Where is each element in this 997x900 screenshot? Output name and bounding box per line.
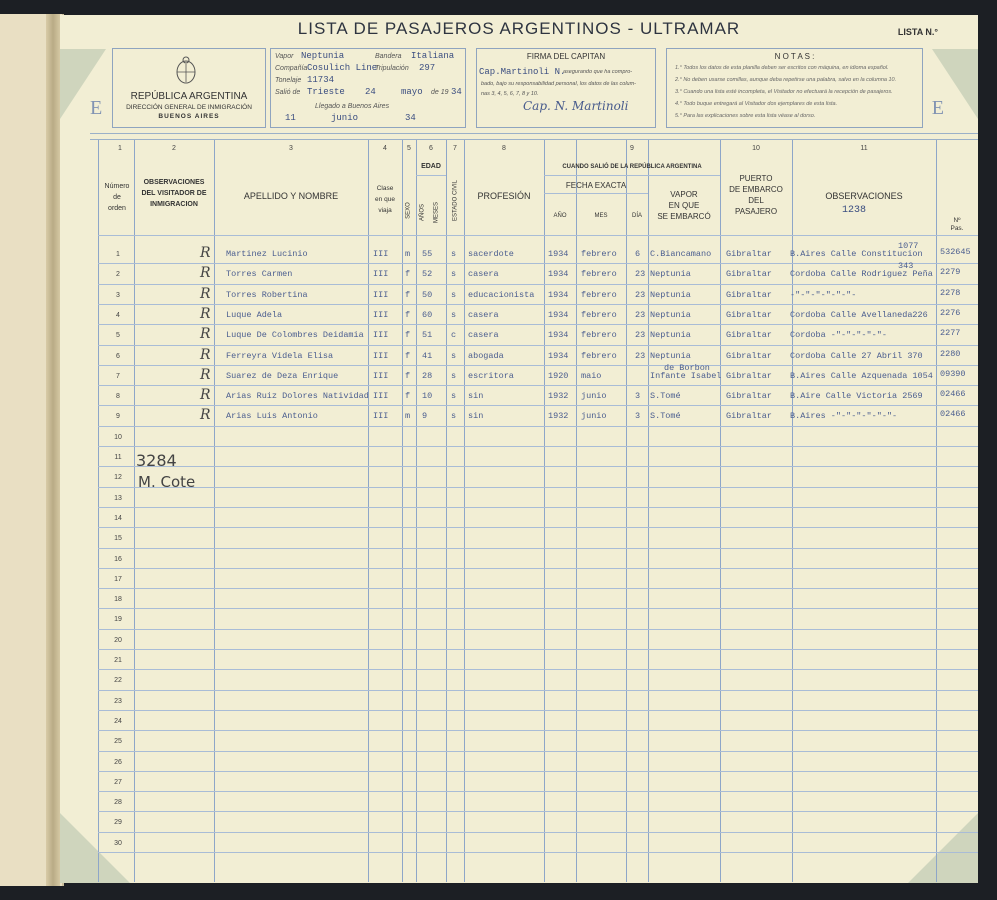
compania-value: Cosulich Line xyxy=(307,63,378,73)
col-num-2: 2 xyxy=(172,145,176,152)
row-number: 20 xyxy=(114,636,122,644)
departure-year: 1934 xyxy=(548,330,569,341)
passenger-profession: abogada xyxy=(468,350,504,361)
llegado-month: junio xyxy=(331,113,359,123)
departure-month: junio xyxy=(581,411,607,422)
row-number: 29 xyxy=(114,819,122,827)
grid-header-hline xyxy=(544,193,648,194)
tonelaje-value: 11734 xyxy=(307,75,335,85)
puerto-line-4: PASAJERO xyxy=(734,207,778,216)
grid-row-line xyxy=(98,730,978,731)
salio-month: mayo xyxy=(401,87,423,97)
passport-number: 2277 xyxy=(940,328,961,339)
grid-row-line xyxy=(98,608,978,609)
departure-year: 1934 xyxy=(548,289,569,300)
meses-header: MESES xyxy=(433,202,440,224)
clase-line-2: en que xyxy=(375,196,395,203)
observaciones-header: OBSERVACIONES xyxy=(825,191,903,201)
salio-value: Trieste xyxy=(307,87,345,97)
departure-day: 23 xyxy=(635,350,646,361)
col-num-11: 11 xyxy=(860,145,868,152)
passenger-name: Arias Ruiz Dolores Natividad xyxy=(226,391,369,402)
departure-year: 1934 xyxy=(548,249,569,259)
departure-ship: S.Tomé xyxy=(650,411,681,422)
grid-row-line xyxy=(98,365,978,366)
row-number: 11 xyxy=(114,454,122,461)
col-num-7: 7 xyxy=(453,145,457,152)
col-num-8: 8 xyxy=(502,145,506,152)
passenger-name: Luque De Colombres Deidamia xyxy=(226,330,364,341)
row-number: 19 xyxy=(114,616,122,624)
passenger-civil-status: s xyxy=(451,350,457,361)
grid-row-line xyxy=(98,751,978,752)
departure-ship: Neptunia xyxy=(650,289,691,300)
edad-header: EDAD xyxy=(421,163,441,170)
grid-row-line xyxy=(98,507,978,508)
departure-ship: S.Tomé xyxy=(650,391,681,402)
passenger-class: III xyxy=(373,350,389,361)
col-num-5: 5 xyxy=(407,145,411,152)
passport-number: 2278 xyxy=(940,287,961,298)
row-number: 1 xyxy=(116,251,120,258)
passenger-civil-status: s xyxy=(451,269,457,280)
observations: Cordoba Calle Rodriguez Peña xyxy=(790,269,933,280)
row-number: 25 xyxy=(114,738,122,746)
grid-row-line xyxy=(98,811,978,812)
grid-header-hline xyxy=(98,235,978,236)
puerto-header xyxy=(720,173,792,217)
row-number: 15 xyxy=(114,535,122,543)
grid-row-line xyxy=(98,385,978,386)
visitor-mark: R xyxy=(200,245,211,261)
grid-row-line xyxy=(98,649,978,650)
salio-label: Salió de xyxy=(275,89,301,96)
header-divider xyxy=(90,133,978,134)
departure-year: 1932 xyxy=(548,411,569,422)
departure-month: febrero xyxy=(581,249,617,259)
grid-row-line xyxy=(98,832,978,833)
notas-box xyxy=(666,48,923,128)
pas-header xyxy=(936,217,978,233)
vapor-line-3: SE EMBARCÓ xyxy=(657,212,711,221)
puerto-line-1: PUERTO xyxy=(739,174,773,183)
passenger-age: 51 xyxy=(422,330,433,341)
departure-day: 23 xyxy=(635,269,646,280)
passenger-civil-status: s xyxy=(451,370,457,381)
col-num-1: 1 xyxy=(118,145,122,152)
passenger-class: III xyxy=(373,370,389,381)
passenger-age: 50 xyxy=(422,289,433,300)
passport-number: 2280 xyxy=(940,348,961,359)
embark-port: Gibraltar xyxy=(726,309,772,320)
row-number: 28 xyxy=(114,799,122,807)
passenger-age: 10 xyxy=(422,391,433,402)
vapor-value: Neptunia xyxy=(301,51,345,61)
departure-month: febrero xyxy=(581,309,617,320)
passenger-name: Ferreyra Videla Elisa xyxy=(226,350,334,361)
obs-visitador-line-2: DEL VISITADOR DE xyxy=(141,190,207,197)
departure-year: 1932 xyxy=(548,391,569,402)
observations: Cordoba Calle Avellaneda226 xyxy=(790,309,928,320)
passenger-name: Suarez de Deza Enrique xyxy=(226,370,339,381)
grid-row-line xyxy=(98,852,978,853)
embark-port: Gibraltar xyxy=(726,249,772,259)
passenger-list-sheet xyxy=(60,15,978,883)
grid-row-line xyxy=(98,345,978,346)
passenger-name: Arias Luis Antonio xyxy=(226,411,318,422)
passenger-sex: f xyxy=(405,269,411,280)
grid-row-line xyxy=(98,791,978,792)
lista-number-label: LISTA N.° xyxy=(897,27,938,37)
departure-month: febrero xyxy=(581,269,617,280)
col-num-10: 10 xyxy=(752,145,760,152)
passenger-name: Torres Carmen xyxy=(226,269,293,280)
pas-line-2: Pas. xyxy=(950,225,964,232)
agency-box xyxy=(112,48,266,128)
anio-header: AÑO xyxy=(553,213,567,219)
observations: Cordoba Calle 27 Abril 370 xyxy=(790,350,923,361)
row-number: 5 xyxy=(116,332,120,340)
clase-line-3: viaja xyxy=(378,207,392,214)
grid-row-line xyxy=(98,548,978,549)
dia-header: DÍA xyxy=(631,213,642,219)
captain-box xyxy=(476,48,656,128)
grid-row-line xyxy=(98,527,978,528)
observations: B.Aires Calle Constitucion xyxy=(790,249,923,259)
captain-header: FIRMA DEL CAPITAN xyxy=(526,52,606,61)
row-number: 12 xyxy=(114,474,122,482)
observations: -"-"-"-"-"-"- xyxy=(790,289,857,300)
voyage-box xyxy=(270,48,466,128)
cuando-salio-header: CUANDO SALIÓ DE LA REPÚBLICA ARGENTINA xyxy=(562,164,702,170)
llegado-day: 11 xyxy=(285,113,296,123)
embark-port: Gibraltar xyxy=(726,289,772,300)
clase-header xyxy=(368,183,402,216)
row-number: 6 xyxy=(116,352,120,360)
agency-line-3: BUENOS AIRES xyxy=(158,113,220,120)
passenger-name: Luque Adela xyxy=(226,309,283,320)
row-number: 4 xyxy=(116,311,120,319)
fecha-exacta-header: FECHA EXACTA xyxy=(565,181,627,190)
passenger-age: 9 xyxy=(422,411,428,422)
observations-note: 1077 xyxy=(898,241,919,251)
vapor-line-1: VAPOR xyxy=(670,190,698,199)
departure-ship: Neptunia xyxy=(650,330,691,341)
observations: Cordoba -"-"-"-"-"- xyxy=(790,330,887,341)
tonelaje-label: Tonelaje xyxy=(275,77,302,84)
passport-number: 09390 xyxy=(940,368,966,379)
row-number: 10 xyxy=(114,433,122,441)
passenger-civil-status: s xyxy=(451,249,457,259)
grid-row-line xyxy=(98,710,978,711)
departure-month: febrero xyxy=(581,330,617,341)
departure-day: 3 xyxy=(635,411,641,422)
passenger-class: III xyxy=(373,391,389,402)
grid-row-line xyxy=(98,629,978,630)
ship-note: de Borbon xyxy=(664,362,710,373)
e-mark-right: E xyxy=(931,97,944,119)
observations: B.Aires -"-"-"-"-"-"- xyxy=(790,411,898,422)
puerto-line-3: DEL xyxy=(748,196,764,205)
handwritten-count: 3284 xyxy=(136,451,177,470)
nota-4: 4.° Todo buque entregará al Visitador dos ejemplares de esta lista. xyxy=(675,101,838,107)
grid-row-line xyxy=(98,284,978,285)
row-number: 14 xyxy=(114,514,122,522)
grid-header-hline xyxy=(416,175,446,176)
passenger-sex: m xyxy=(405,411,411,422)
passenger-age: 60 xyxy=(422,309,433,320)
tripulacion-label: Tripulación xyxy=(375,65,409,72)
grid-row-line xyxy=(98,263,978,264)
row-number: 27 xyxy=(114,778,122,786)
passenger-civil-status: s xyxy=(451,411,457,422)
departure-month: febrero xyxy=(581,350,617,361)
nota-5: 5.° Para las explicaciones sobre esta lista véase al dorso. xyxy=(675,113,816,119)
passenger-profession: escritora xyxy=(468,370,514,381)
visitor-mark: R xyxy=(200,305,211,322)
departure-month: maio xyxy=(581,370,602,381)
departure-month: junio xyxy=(581,391,607,402)
passport-number: 532645 xyxy=(940,247,971,257)
passenger-civil-status: s xyxy=(451,309,457,320)
departure-month: febrero xyxy=(581,289,617,300)
puerto-line-2: DE EMBARCO xyxy=(729,185,783,194)
handwritten-initials: M. Cote xyxy=(138,473,196,491)
passenger-sex: m xyxy=(405,249,411,259)
embark-port: Gibraltar xyxy=(726,330,772,341)
salio-year-prefix: de 19 xyxy=(431,89,449,96)
agency-line-1: REPÚBLICA ARGENTINA xyxy=(130,91,248,102)
departure-day: 6 xyxy=(635,249,641,259)
passenger-age: 55 xyxy=(422,249,433,259)
passenger-profession: casera xyxy=(468,269,499,280)
nota-3: 3.° Cuando una lista esté incompleta, el Visitador no efectuará la recepción de pasajeros. xyxy=(675,89,893,95)
grid-row-line xyxy=(98,690,978,691)
embark-port: Gibraltar xyxy=(726,350,772,361)
passenger-sex: f xyxy=(405,391,411,402)
grid-row-line xyxy=(98,446,978,447)
row-number: 18 xyxy=(114,596,122,604)
row-number: 13 xyxy=(114,494,122,502)
embark-port: Gibraltar xyxy=(726,269,772,280)
passenger-civil-status: c xyxy=(451,330,457,341)
row-number: 17 xyxy=(114,575,122,583)
visitor-mark: R xyxy=(200,346,211,363)
grid-row-line xyxy=(98,568,978,569)
passenger-name: Torres Robertina xyxy=(226,289,308,300)
row-number: 24 xyxy=(114,717,122,725)
captain-text-3: nas 3, 4, 5, 6, 7, 8 y 10. xyxy=(481,91,539,97)
grid-row-line xyxy=(98,487,978,488)
grid-row-line xyxy=(98,324,978,325)
visitor-mark: R xyxy=(200,326,211,343)
visitor-mark: R xyxy=(200,366,211,383)
salio-day: 24 xyxy=(365,87,376,97)
departure-ship: C.Biancamano xyxy=(650,249,712,259)
passenger-profession: sacerdote xyxy=(468,249,514,259)
departure-year: 1934 xyxy=(548,309,569,320)
grid-header-hline xyxy=(544,175,720,176)
row-number: 9 xyxy=(116,413,120,421)
departure-year: 1934 xyxy=(548,269,569,280)
departure-ship: Neptunia xyxy=(650,309,691,320)
passenger-sex: f xyxy=(405,350,411,361)
col-num-9: 9 xyxy=(630,145,634,152)
vapor-header xyxy=(648,189,720,222)
page-title: LISTA DE PASAJEROS ARGENTINOS - ULTRAMAR xyxy=(297,19,741,38)
passport-number: 02466 xyxy=(940,389,966,400)
passenger-profession: sin xyxy=(468,391,484,402)
departure-day: 23 xyxy=(635,289,646,300)
embark-port: Gibraltar xyxy=(726,411,772,422)
row-number: 16 xyxy=(114,555,122,563)
passenger-age: 28 xyxy=(422,370,433,381)
bandera-label: Bandera xyxy=(375,53,402,60)
passenger-class: III xyxy=(373,330,389,341)
col-num-3: 3 xyxy=(289,145,293,152)
row-number: 2 xyxy=(116,271,120,279)
compania-label: Compañía xyxy=(275,65,308,72)
argentina-seal-icon xyxy=(175,55,197,85)
agency-line-2: DIRECCIÓN GENERAL DE INMIGRACIÓN xyxy=(126,104,252,111)
pas-line-1: Nº xyxy=(953,217,961,224)
passenger-class: III xyxy=(373,289,389,300)
nota-1: 1.° Todos los datos de esta planilla deben ser escritos con máquina, en idioma español. xyxy=(675,65,889,71)
passport-number: 2279 xyxy=(940,267,961,278)
departure-year: 1934 xyxy=(548,350,569,361)
row-number: 3 xyxy=(116,291,120,299)
col-num-4: 4 xyxy=(383,145,387,152)
row-number: 30 xyxy=(114,839,122,847)
observations-note: 343 xyxy=(898,261,914,272)
passenger-class: III xyxy=(373,411,389,422)
embark-port: Gibraltar xyxy=(726,370,772,381)
passenger-civil-status: s xyxy=(451,391,457,402)
observations: B.Aire Calle Victoria 2569 xyxy=(790,391,923,402)
visitor-mark: R xyxy=(200,407,211,424)
numero-orden-line-3: orden xyxy=(108,205,126,212)
observations: B.Aires Calle Azquenada 1054 xyxy=(790,370,933,381)
passenger-profession: sin xyxy=(468,411,484,422)
anos-header: AÑOS xyxy=(419,204,426,222)
departure-day: 3 xyxy=(635,391,641,402)
apellido-header: APELLIDO Y NOMBRE xyxy=(243,191,339,201)
row-number: 23 xyxy=(114,697,122,705)
numero-orden-line-2: de xyxy=(113,194,121,201)
captain-signature: Cap. N. Martinoli xyxy=(523,99,629,113)
grid-row-line xyxy=(98,588,978,589)
passenger-name: Martinez Lucinio xyxy=(226,249,308,259)
sexo-header: SEXO xyxy=(405,202,412,219)
passport-number: 02466 xyxy=(940,409,966,420)
passenger-profession: educacionista xyxy=(468,289,535,300)
grid-row-line xyxy=(98,304,978,305)
passenger-sex: f xyxy=(405,370,411,381)
departure-day: 23 xyxy=(635,309,646,320)
captain-text-1: asegurando que ha compro- xyxy=(563,69,633,75)
passenger-civil-status: s xyxy=(451,289,457,300)
photo-corner-bottom-right xyxy=(908,813,978,883)
observaciones-number: 1238 xyxy=(842,205,867,216)
observaciones-visitador-header xyxy=(134,177,214,210)
llegado-label: Llegado a Buenos Aires xyxy=(315,103,390,110)
tripulacion-value: 297 xyxy=(419,63,436,73)
passport-number: 2276 xyxy=(940,307,961,318)
row-number: 26 xyxy=(114,758,122,766)
vapor-label: Vapor xyxy=(275,53,294,60)
e-mark-left: E xyxy=(90,97,103,119)
departure-ship: Neptunia xyxy=(650,350,691,361)
departure-year: 1920 xyxy=(548,370,569,381)
passenger-profession: casera xyxy=(468,309,499,320)
numero-orden-header xyxy=(98,181,136,214)
passenger-class: III xyxy=(373,249,389,259)
passenger-class: III xyxy=(373,309,389,320)
row-number: 8 xyxy=(116,393,120,401)
nota-2: 2.° No deben usarse comillas, aunque deba repetirse una palabra, salvo en la columna 10. xyxy=(675,77,897,83)
row-number: 7 xyxy=(116,372,120,380)
passenger-class: III xyxy=(373,269,389,280)
departure-day: 23 xyxy=(635,330,646,341)
departure-ship: Neptunia xyxy=(650,269,691,280)
book-gutter xyxy=(46,14,60,886)
grid-row-line xyxy=(98,669,978,670)
passenger-age: 41 xyxy=(422,350,433,361)
llegado-year: 34 xyxy=(405,113,416,123)
estado-civil-header: ESTADO CIVIL xyxy=(452,180,459,221)
visitor-mark: R xyxy=(200,285,211,302)
salio-year: 34 xyxy=(451,87,462,97)
grid-row-line xyxy=(98,426,978,427)
clase-line-1: Clase xyxy=(376,185,394,192)
grid-row-line xyxy=(98,405,978,406)
row-number: 22 xyxy=(114,677,122,685)
passenger-sex: f xyxy=(405,330,411,341)
header-divider-2 xyxy=(90,139,978,140)
passenger-sex: f xyxy=(405,289,411,300)
obs-visitador-line-1: OBSERVACIONES xyxy=(143,179,205,186)
notas-header: N O T A S : xyxy=(774,52,815,61)
visitor-mark: R xyxy=(200,387,211,404)
bandera-value: Italiana xyxy=(411,51,455,61)
passenger-sex: f xyxy=(405,309,411,320)
numero-orden-line-1: Número xyxy=(104,183,130,190)
captain-name: Cap.Martinoli N. xyxy=(479,67,566,77)
grid-row-line xyxy=(98,771,978,772)
departure-ship: Infante Isabel xyxy=(650,370,722,381)
mes-header: MES xyxy=(594,213,608,219)
obs-visitador-line-3: INMIGRACION xyxy=(150,201,198,208)
visitor-mark: R xyxy=(200,265,211,282)
grid-row-line xyxy=(98,466,978,467)
profesion-header: PROFESIÓN xyxy=(477,191,531,201)
vapor-line-2: EN QUE xyxy=(668,201,700,210)
col-num-6: 6 xyxy=(429,145,433,152)
passenger-profession: casera xyxy=(468,330,499,341)
row-number: 21 xyxy=(114,657,122,664)
passenger-age: 52 xyxy=(422,269,433,280)
embark-port: Gibraltar xyxy=(726,391,772,402)
captain-text-2: bado, bajo su responsabilidad personal, los datos de las colum- xyxy=(481,81,637,87)
